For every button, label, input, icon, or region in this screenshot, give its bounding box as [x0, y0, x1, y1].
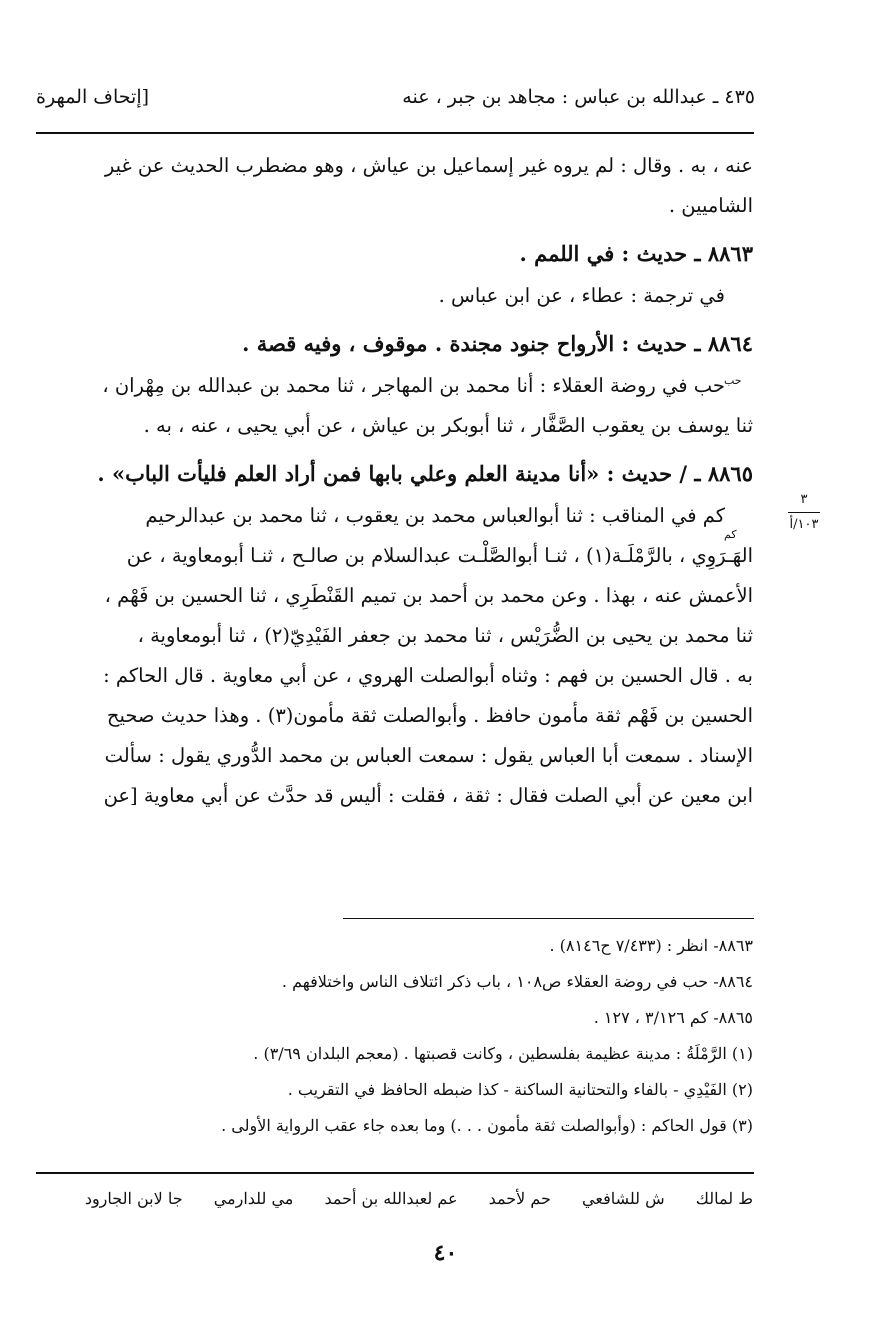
- text-line: في ترجمة : عطاء ، عن ابن عباس .: [438, 284, 725, 307]
- text-line: كم في المناقب : ثنا أبوالعباس محمد بن يعقوب ، ثنا محمد بن عبدالرحيم: [145, 504, 725, 527]
- siglum-hab: حب: [724, 374, 742, 387]
- page-number: ٤٠: [433, 1240, 458, 1266]
- manuscript-folio-ref: [784, 490, 824, 535]
- running-head-book-title: [إتحاف المهرة: [36, 86, 150, 108]
- text-line: الإسناد . سمعت أبا العباس يقول : سمعت العباس بن محمد الدُّوري يقول : سألت: [104, 744, 753, 767]
- abbr-item: ش للشافعي: [582, 1189, 665, 1208]
- footnote-3: (٣) قول الحاكم : (وأبوالصلت ثقة مأمون . . .) وما بعده جاء عقب الرواية الأولى .: [221, 1116, 753, 1135]
- abbr-item: مي للدارمي: [213, 1189, 294, 1208]
- text-line: به . قال الحسين بن فهم : وثناه أبوالصلت الهروي ، عن أبي معاوية . قال الحاكم :: [103, 664, 753, 687]
- text-line: الحسين بن فَهْم ثقة مأمون حافظ . وأبوالصلت ثقة مأمون(٣) . وهذا حديث صحيح: [106, 704, 753, 727]
- hadith-heading-8865: ٨٨٦٥ ـ / حديث : «أنا مدينة العلم وعلي بابها فمن أراد العلم فليأت الباب» .: [97, 461, 753, 486]
- footnote-8863: ٨٨٦٣- انظر : (٧/٤٣٣ ح٨١٤٦) .: [549, 936, 753, 955]
- abbr-item: عم لعبدالله بن أحمد: [324, 1189, 458, 1208]
- footnote-2: (٢) الفَيْدِي - بالفاء والتحتانية الساكنة - كذا ضبطه الحافظ في التقريب .: [287, 1080, 753, 1099]
- text-line: ثنا محمد بن يحيى بن الضُّرَيْس ، ثنا محمد بن جعفر الفَيْدِيّ(٢) ، ثنا أبومعاوية ،: [137, 624, 753, 647]
- abbreviation-key: [35, 1184, 753, 1214]
- text-line: حب في روضة العقلاء : أنا محمد بن المهاجر ، ثنا محمد بن عبدالله بن مِهْران ،: [102, 374, 725, 397]
- running-head-chapter: ٤٣٥ ـ عبدالله بن عباس : مجاهد بن جبر ، عنه: [402, 86, 755, 108]
- text-line: ثنا يوسف بن يعقوب الصَّفَّار ، ثنا أبوبكر بن عياش ، عن أبي يحيى ، عنه ، به .: [143, 414, 753, 437]
- footnote-8864: ٨٨٦٤- حب في روضة العقلاء ص١٠٨ ، باب ذكر ائتلاف الناس واختلافهم .: [281, 972, 753, 991]
- text-line: الشاميين .: [668, 194, 753, 217]
- folio-ref-bottom: ١٠٣/أ: [789, 517, 819, 532]
- abbr-item: ط لمالك: [695, 1189, 753, 1208]
- footnote-8865: ٨٨٦٥- كم ٣/١٢٦ ، ١٢٧ .: [593, 1008, 753, 1027]
- folio-ref-divider: [788, 512, 820, 513]
- header-rule: [36, 132, 754, 134]
- hadith-heading-8864: ٨٨٦٤ ـ حديث : الأرواح جنود مجندة . موقوف ، وفيه قصة .: [242, 331, 753, 356]
- footer-rule: [36, 1172, 754, 1174]
- folio-ref-top: ٣: [800, 492, 808, 507]
- footnote-rule: [343, 918, 754, 919]
- text-line: ابن معين عن أبي الصلت فقال : ثقة ، فقلت : أليس قد حدَّث عن أبي معاوية [عن: [103, 784, 753, 807]
- abbr-item: حم لأحمد: [488, 1189, 551, 1208]
- text-line: الهَـرَوِي ، بالرَّمْلَـة(١) ، ثنـا أبوالصَّلْـت عبدالسلام بن صالـح ، ثنـا أبومعاوية ، عن: [126, 544, 753, 567]
- text-line: الأعمش عنه ، بهذا . وعن محمد بن أحمد بن تميم القَنْطَرِي ، ثنا الحسين بن فَهْم ،: [104, 584, 753, 607]
- text-line: عنه ، به . وقال : لم يروه غير إسماعيل بن عياش ، وهو مضطرب الحديث عن غير: [104, 154, 753, 177]
- siglum-kam: كم: [724, 528, 737, 541]
- main-text: [35, 146, 753, 816]
- footnote-1: (١) الرَّمْلَةُ : مدينة عظيمة بفلسطين ، وكانت قصبتها . (معجم البلدان ٣/٦٩) .: [253, 1044, 753, 1063]
- footnotes: [35, 928, 753, 1144]
- hadith-heading-8863: ٨٨٦٣ ـ حديث : في اللمم .: [519, 241, 753, 266]
- abbr-item: جا لابن الجارود: [84, 1189, 183, 1208]
